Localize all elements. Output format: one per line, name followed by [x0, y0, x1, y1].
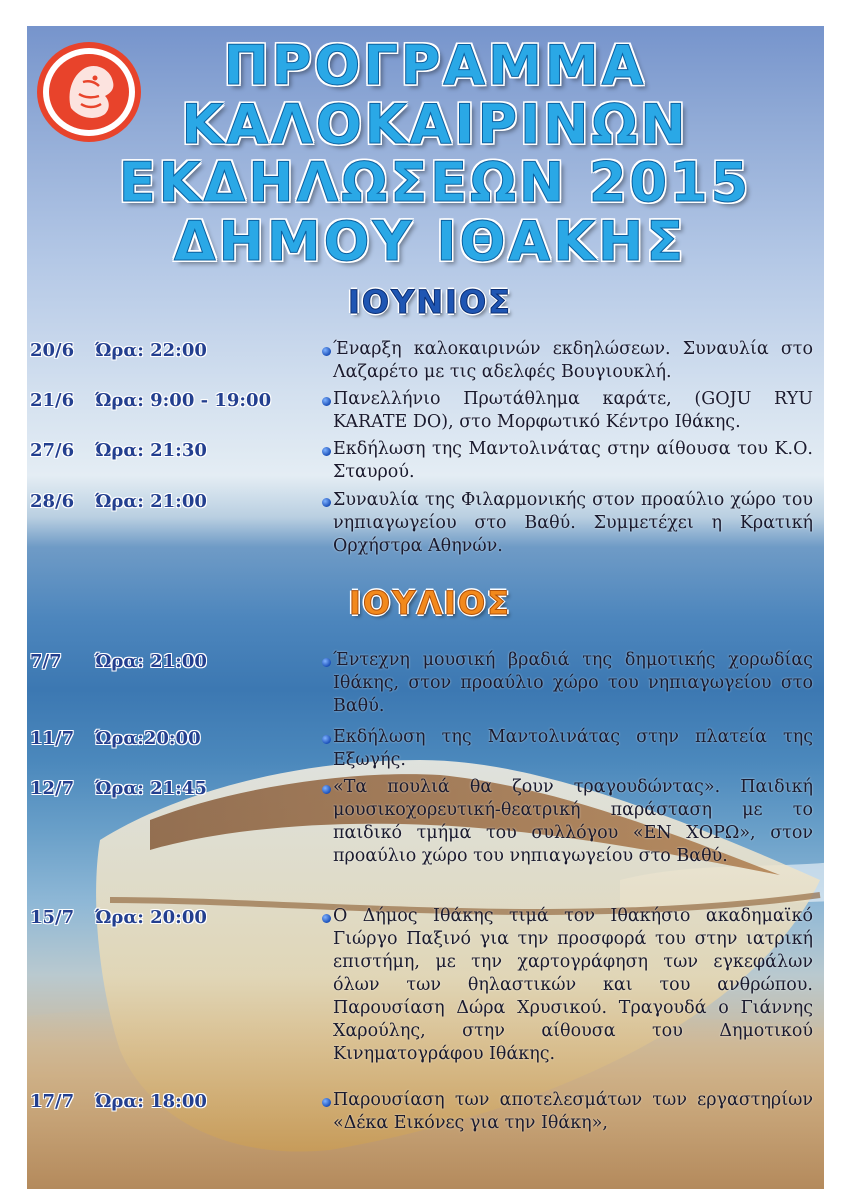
event-description: Παρουσίαση των αποτελεσμάτων των εργαστηρίων «Δέκα Εικόνες για την Ιθάκη», [333, 1090, 813, 1133]
event-description: Εκδήλωση της Μαντολινάτας στην πλατεία της Εξωγής. [333, 727, 813, 770]
event-time: Ώρα: 21:00 [95, 651, 207, 672]
event-time: Ώρα: 9:00 - 19:00 [95, 390, 272, 411]
event-date: 27/6 [30, 440, 75, 461]
event-time: Ώρα: 21:00 [95, 491, 207, 512]
event-time: Ώρα:20:00 [95, 728, 201, 749]
event-description: Εκδήλωση της Μαντολινάτας στην αίθουσα του Κ.Ο. Σταυρού. [333, 439, 813, 482]
event-date: 11/7 [30, 728, 75, 749]
bullet-icon [322, 658, 331, 667]
event-time: Ώρα: 21:45 [95, 778, 207, 799]
event-description: Έντεχνη μουσική βραδιά της δημοτικής χορωδίας Ιθάκης, στον προαύλιο χώρο του νηπιαγωγείου στο Βαθύ. [333, 650, 813, 716]
event-date: 7/7 [30, 651, 62, 672]
event-date: 28/6 [30, 491, 75, 512]
title-line-3: ΕΚΔΗΛΩΣΕΩΝ 2015 [118, 151, 752, 214]
event-time: Ώρα: 18:00 [95, 1091, 207, 1112]
bullet-icon [322, 498, 331, 507]
white-border-top [0, 0, 850, 26]
event-description: Πανελλήνιο Πρωτάθλημα καράτε, (GOJU RYU KARATE DO), στο Μορφωτικό Κέντρο Ιθάκης. [333, 389, 813, 432]
bullet-icon [322, 735, 331, 744]
bullet-icon [322, 347, 331, 356]
event-date: 15/7 [30, 907, 75, 928]
june-heading: ΙΟΥΝΙΟΣ [347, 283, 513, 321]
event-date: 17/7 [30, 1091, 75, 1112]
event-description: Ο Δήμος Ιθάκης τιμά τον Ιθακήσιο ακαδημαϊκό Γιώργο Παξινό για την προσφορά του στην ιατρική επιστήμη, με την χαρτογράφηση των εγκεφάλων όλων των θηλαστικών και του ανθρώπου. Παρουσίαση Δώρα Χρυσικού. Τραγουδά ο Γιάννης Χαρούλης, στην αίθουσα του Δημοτικού Κινηματογράφου Ιθάκης. [333, 906, 813, 1064]
title-line-4: ΔΗΜΟΥ ΙΘΑΚΗΣ [173, 210, 687, 273]
july-heading: ΙΟΥΛΙΟΣ [348, 584, 511, 622]
event-date: 20/6 [30, 340, 75, 361]
bullet-icon [322, 1098, 331, 1107]
event-time: Ώρα: 20:00 [95, 907, 207, 928]
event-description: Συναυλία της Φιλαρμονικής στον προαύλιο χώρο του νηπιαγωγείου στο Βαθύ. Συμμετέχει η Κρατική Ορχήστρα Αθηνών. [333, 490, 813, 556]
bullet-icon [322, 914, 331, 923]
event-time: Ώρα: 21:30 [95, 440, 207, 461]
bullet-icon [322, 447, 331, 456]
event-date: 12/7 [30, 778, 75, 799]
bullet-icon [322, 785, 331, 794]
event-description: «Τα πουλιά θα ζουν τραγουδώντας». Παιδική μουσικοχορευτική-θεατρική παράσταση με το παιδικό τμήμα του συλλόγου «ΕΝ ΧΟΡΩ», στον προαύλιο χώρο του νηπιαγωγείου στο Βαθύ. [333, 777, 813, 866]
event-time: Ώρα: 22:00 [95, 340, 207, 361]
bullet-icon [322, 397, 331, 406]
event-description: Έναρξη καλοκαιρινών εκδηλώσεων. Συναυλία στο Λαζαρέτο με τις αδελφές Βουγιουκλή. [333, 339, 813, 382]
title-line-2: ΚΑΛΟΚΑΙΡΙΝΩΝ [181, 93, 689, 156]
event-date: 21/6 [30, 390, 75, 411]
title-line-1: ΠΡΟΓΡΑΜΜΑ [223, 34, 647, 97]
